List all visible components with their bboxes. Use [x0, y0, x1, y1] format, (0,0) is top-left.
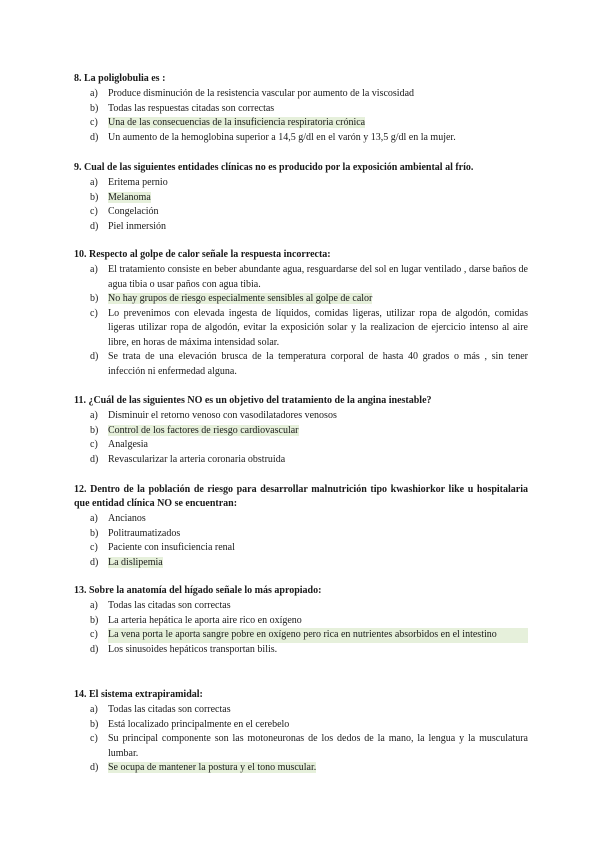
question-9 — [74, 161, 528, 234]
option-c: c) Analgesia — [90, 439, 148, 450]
option-d: d) Un aumento de la hemoglobina superior a 14,5 g/dl en el varón y 13,5 g/dl en la mujer. — [90, 131, 456, 143]
question-title: 8. La poliglobulia es : — [74, 73, 166, 84]
option-d: d) Piel inmersión — [90, 220, 167, 232]
option-d-correct: d) Se ocupa de mantener la postura y el tono muscular. — [90, 762, 317, 773]
question-title: 14. El sistema extrapiramidal: — [74, 689, 203, 700]
question-title: 13. Sobre la anatomía del hígado señale lo más apropiado: — [74, 585, 322, 596]
question-8 — [74, 72, 528, 145]
option-b-correct: b) Melanoma — [90, 191, 151, 203]
option-a: a) Produce disminución de la resistencia vascular por aumento de la viscosidad — [90, 88, 415, 99]
option-b: b) Todas las respuestas citadas son correctas — [90, 102, 275, 114]
option-b-correct: b) Control de los factores de riesgo cardiovascular — [90, 424, 299, 436]
question-10 — [74, 248, 528, 379]
option-list — [74, 512, 528, 570]
option-a: a) Eritema pernio — [90, 177, 168, 188]
question-title: 11. ¿Cuál de las siguientes NO es un objetivo del tratamiento de la angina inestable? — [74, 395, 432, 406]
option-a: a) El tratamiento consiste en beber abundante agua, resguardarse del sol en lugar ventilado , darse baños de agua tibia o usar paños con agua tibia. — [90, 264, 528, 290]
option-c-correct: c) Una de las consecuencias de la insuficiencia respiratoria crónica — [90, 117, 366, 128]
option-list — [74, 703, 528, 776]
option-list — [74, 87, 528, 145]
question-13 — [74, 584, 528, 657]
option-list — [74, 409, 528, 467]
option-list — [74, 176, 528, 234]
option-a: a) Todas las citadas son correctas — [90, 600, 231, 611]
option-b-correct: b) No hay grupos de riesgo especialmente sensibles al golpe de calor — [90, 293, 373, 304]
option-list — [74, 599, 528, 657]
option-b: b) Politraumatizados — [90, 527, 181, 539]
option-d-correct: d) La dislipemia — [90, 556, 163, 568]
question-title: 12. Dentro de la población de riesgo para desarrollar malnutrición tipo kwashiorkor like u hospitalaria que entidad clínica NO se encuentran: — [74, 484, 528, 509]
option-d: d) Los sinusoides hepáticos transportan bilis. — [90, 643, 278, 655]
option-list — [74, 263, 528, 379]
option-c-correct: c) La vena porta le aporta sangre pobre en oxígeno pero rica en nutrientes absorbidos en el intestino — [74, 628, 528, 643]
option-d: d) Revascularizar la arteria coronaria obstruida — [90, 453, 286, 465]
option-c: c) Paciente con insuficiencia renal — [90, 542, 235, 553]
option-a: a) Ancianos — [90, 513, 146, 524]
option-a: a) Todas las citadas son correctas — [90, 704, 231, 715]
option-a: a) Disminuir el retorno venoso con vasodilatadores venosos — [90, 410, 337, 421]
option-b: b) Está localizado principalmente en el cerebelo — [90, 718, 290, 730]
question-14 — [74, 688, 528, 776]
option-b: b) La arteria hepática le aporta aire rico en oxígeno — [90, 614, 302, 626]
question-11 — [74, 394, 528, 467]
option-c: c) Su principal componente son las motoneuronas de los dedos de la mano, la lengua y la musculatura lumbar. — [90, 733, 528, 759]
option-c: c) Lo prevenimos con elevada ingesta de líquidos, comidas ligeras, utilizar ropa de algodón, comidas ligeras utilizar ropa de algodón, evitar la exposición solar y la realizacion de ejercicio intenso al aire libre, en horas de máxima intensidad solar. — [90, 307, 528, 348]
option-c: c) Congelación — [90, 206, 159, 217]
question-12 — [74, 483, 528, 570]
option-d: d) Se trata de una elevación brusca de la temperatura corporal de hasta 40 grados o más , sin tener infección ni enfermedad alguna. — [90, 351, 528, 377]
question-title: 10. Respecto al golpe de calor señale la respuesta incorrecta: — [74, 249, 331, 260]
question-title: 9. Cual de las siguientes entidades clínicas no es producido por la exposición ambiental al frío. — [74, 162, 474, 173]
